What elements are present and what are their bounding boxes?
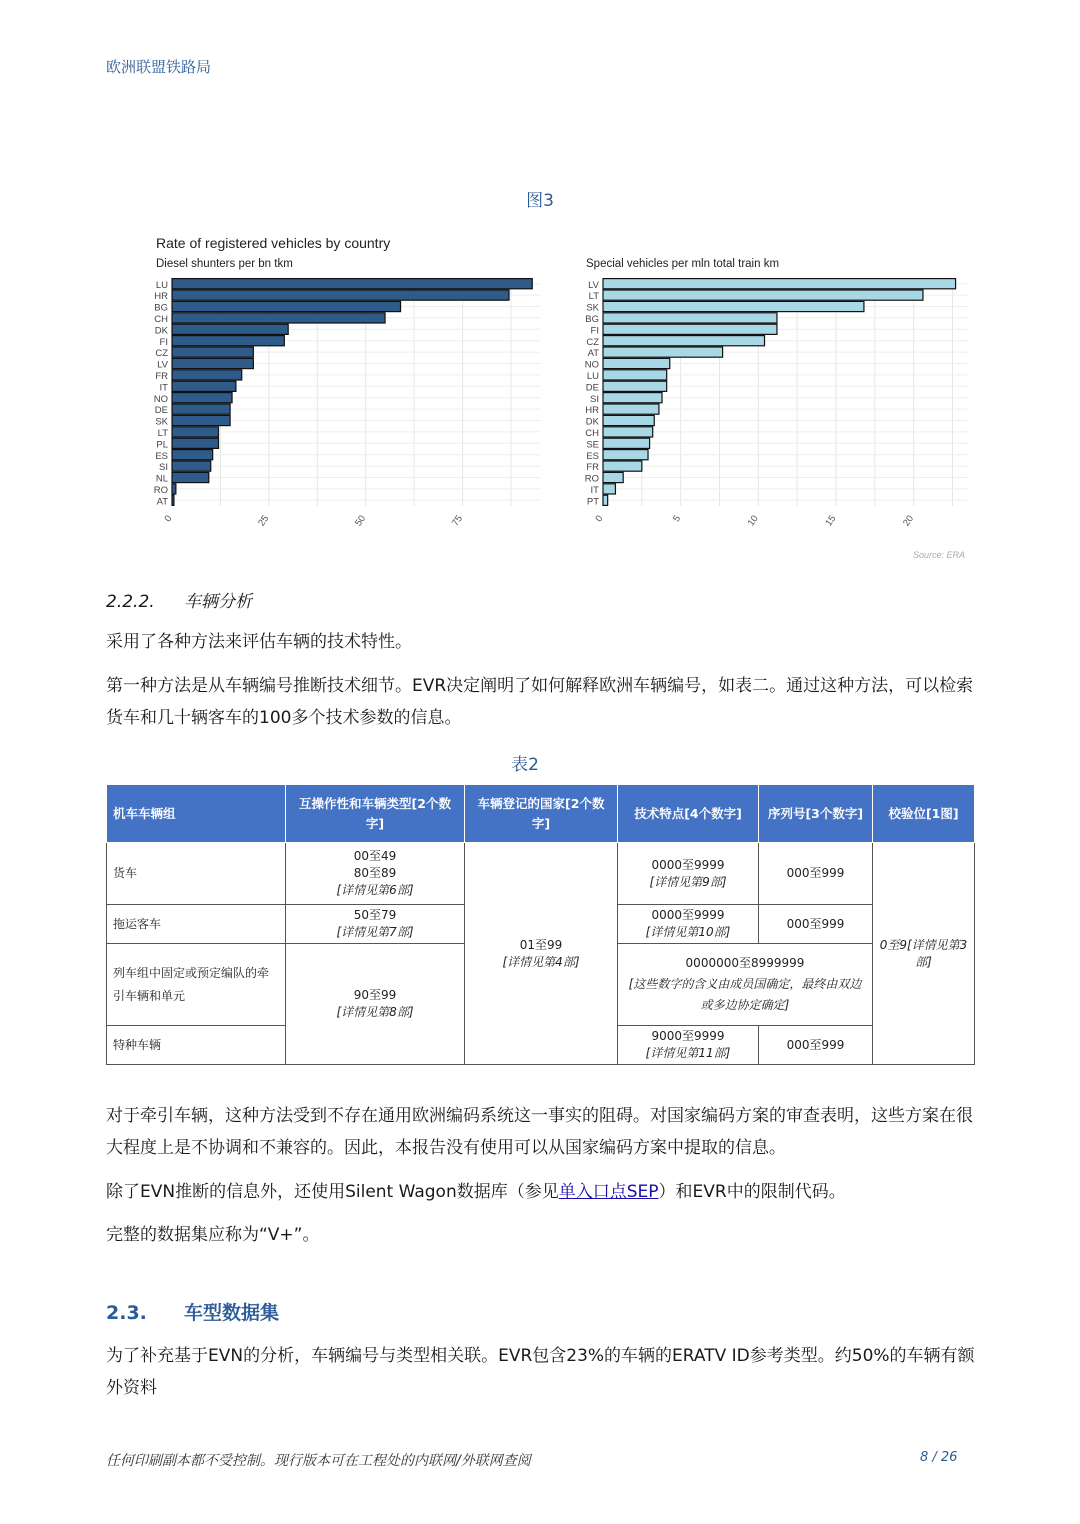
chart2-bar-LT <box>603 290 923 300</box>
section-number: 2.3. <box>106 1302 147 1324</box>
cell-type-b: 80至89 <box>353 866 397 880</box>
chart2-bar-LU <box>603 370 667 380</box>
chart2-bar-ES <box>603 450 648 460</box>
chart1-bar-LU <box>172 279 532 289</box>
cell-type-note: [详情见第6部] <box>336 883 414 897</box>
chart2-category-label: LV <box>588 279 599 291</box>
chart2-category-label: ES <box>586 450 599 462</box>
chart2-panel <box>585 278 968 528</box>
figure-caption: 图3 <box>526 191 554 211</box>
chart-source: Source: ERA <box>912 550 965 560</box>
chart2-tick-label: 20 <box>901 513 917 529</box>
chart2-category-label: CH <box>585 428 599 439</box>
chart1-tick-label: 50 <box>353 513 369 529</box>
chart1-category-label: DE <box>154 405 168 417</box>
section-title: 车辆分析 <box>184 592 252 612</box>
chart1-tick-label: 0 <box>162 513 175 525</box>
chart1-bar-PL <box>172 438 218 448</box>
chart1-tick-label: 25 <box>256 513 272 529</box>
chart1-tick-label: 75 <box>449 513 465 529</box>
section-2-2-2-heading <box>106 587 252 612</box>
cell-serial: 000至999 <box>759 843 873 905</box>
cell-type-note: [详情见第8部] <box>336 1005 414 1019</box>
chart1-category-label: FR <box>155 371 168 382</box>
chart1-category-label: SI <box>159 462 168 474</box>
cell-tech-range: 0000000至8999999 <box>685 956 805 970</box>
chart1-bar-LV <box>172 358 253 368</box>
chart1-category-label: AT <box>156 496 168 508</box>
chart1-bar-HR <box>172 290 509 300</box>
chart2-bar-SI <box>603 393 662 403</box>
cell-type <box>286 843 465 905</box>
cell-tech <box>618 843 759 905</box>
chart2-category-label: SE <box>586 439 599 451</box>
chart2-category-label: LT <box>588 291 599 303</box>
chart2-bar-HR <box>603 404 659 414</box>
vehicle-number-table <box>106 784 975 1065</box>
chart2-category-label: RO <box>584 473 599 485</box>
paragraph-3: 对于牵引车辆，这种方法受到不存在通用欧洲编码系统这一事实的阻碍。对国家编码方案的审查表明，这些方案在很大程度上是不协调和不兼容的。因此，本报告没有使用可以从国家编码方案中提取的信息。 <box>106 1106 973 1158</box>
paragraph-1: 采用了各种方法来评估车辆的技术特性。 <box>106 632 412 652</box>
charts-svg <box>100 228 980 568</box>
chart2-category-label: BG <box>585 314 599 325</box>
chart2-bar-CH <box>603 427 653 437</box>
header-check: 校验位[1图] <box>873 785 975 843</box>
chart2-bar-SK <box>603 301 864 311</box>
section-number: 2.2.2. <box>106 592 155 612</box>
chart2-bar-DK <box>603 415 654 425</box>
cell-type-a: 00至49 <box>353 849 397 863</box>
chart-title: Rate of registered vehicles by country <box>156 235 391 251</box>
cell-tech-note: [详情见第9部] <box>649 874 727 889</box>
paragraph-4-text-pre: 除了EVN推断的信息外，还使用Silent Wagon数据库（参见 <box>106 1182 559 1202</box>
cell-tech-note: [这些数字的含义由成员国确定，最终由双边或多边协定确定] <box>628 977 862 1012</box>
chart2-category-label: SI <box>590 393 599 405</box>
header-group: 机车车辆组 <box>107 785 286 843</box>
header-country: 车辆登记的国家[2个数字] <box>465 785 618 843</box>
chart2-category-label: CZ <box>586 336 599 348</box>
chart2-tick-label: 5 <box>671 513 684 525</box>
cell-group: 拖运客车 <box>107 905 286 944</box>
chart2-tick-label: 15 <box>823 513 839 529</box>
cell-group: 货车 <box>107 843 286 905</box>
chart2-category-label: DK <box>585 416 599 428</box>
cell-country-range: 01至99 <box>519 937 563 952</box>
chart1-category-label: HR <box>154 291 168 303</box>
cell-tech <box>618 1026 759 1065</box>
cell-type-note: [详情见第7部] <box>336 925 414 939</box>
cell-country-note: [详情见第4部] <box>502 954 580 969</box>
chart1-panel <box>154 278 540 528</box>
chart1-category-label: CZ <box>155 348 168 360</box>
chart1-bar-CZ <box>172 347 253 357</box>
chart1-bar-RO <box>172 484 176 494</box>
chart1-bar-DK <box>172 324 288 334</box>
chart1-category-label: DK <box>154 325 168 337</box>
header-type: 互操作性和车辆类型[2个数字] <box>286 785 465 843</box>
chart2-category-label: FI <box>590 325 599 337</box>
chart2-category-label: AT <box>587 348 599 360</box>
paragraph-6: 为了补充基于EVN的分析，车辆编号与类型相关联。EVR包含23%的车辆的ERATV ID参考类型。约50%的车辆有额外资料 <box>106 1346 975 1398</box>
cell-tech <box>618 905 759 944</box>
cell-group: 列车组中固定或预定编队的牵引车辆和单元 <box>107 944 286 1026</box>
chart2-bar-FI <box>603 324 777 334</box>
chart1-category-label: SK <box>155 416 168 428</box>
chart2-bar-FR <box>603 461 642 471</box>
chart1-category-label: NL <box>155 473 168 485</box>
chart2-category-label: HR <box>585 405 599 417</box>
header-serial: 序列号[3个数字] <box>759 785 873 843</box>
chart2-tick-label: 10 <box>745 513 761 529</box>
chart2-category-label: DE <box>585 382 599 394</box>
chart1-bar-LT <box>172 427 218 437</box>
chart2-bar-RO <box>603 472 623 482</box>
chart1-bar-FI <box>172 336 284 346</box>
chart1-category-label: LT <box>157 428 168 439</box>
chart1-bar-BG <box>172 301 401 311</box>
header-tech: 技术特点[4个数字] <box>618 785 759 843</box>
chart2-bar-SE <box>603 438 650 448</box>
table-caption: 表2 <box>511 755 539 775</box>
chart1-category-label: RO <box>153 485 168 496</box>
cell-serial: 000至999 <box>759 905 873 944</box>
chart2-category-label: PT <box>586 496 599 508</box>
section-2-3-heading <box>106 1298 279 1325</box>
chart2-category-label: LU <box>586 371 599 382</box>
cell-type <box>286 905 465 944</box>
chart1-bar-NL <box>172 472 209 482</box>
chart2-bar-PT <box>603 495 608 505</box>
cell-group: 特种车辆 <box>107 1026 286 1065</box>
chart1-bar-SK <box>172 415 230 425</box>
chart1-category-label: FI <box>159 336 168 348</box>
chart2-subtitle: Special vehicles per mln total train km <box>586 258 780 270</box>
chart1-category-label: NO <box>153 393 168 405</box>
chart2-bar-IT <box>603 484 615 494</box>
cell-tech-range: 9000至9999 <box>651 1029 725 1043</box>
cell-country <box>465 843 618 1065</box>
paragraph-2: 第一种方法是从车辆编号推断技术细节。EVR决定阐明了如何解释欧洲车辆编号，如表二。通过这种方法，可以检索货车和几十辆客车的100多个技术参数的信息。 <box>106 676 974 728</box>
paragraph-5: 完整的数据集应称为“V+”。 <box>106 1225 320 1245</box>
cell-type-range: 50至79 <box>353 908 397 922</box>
chart2-bar-LV <box>603 279 956 289</box>
paragraph-4 <box>106 1176 978 1208</box>
chart2-bar-DE <box>603 381 667 391</box>
document-header: 欧洲联盟铁路局 <box>106 58 212 76</box>
chart2-category-label: IT <box>590 485 599 496</box>
chart1-category-label: LV <box>157 359 168 371</box>
chart2-tick-label: 0 <box>593 513 606 525</box>
chart1-bar-AT <box>172 495 174 505</box>
chart2-category-label: NO <box>584 359 599 371</box>
footer-disclaimer: 任何印刷副本都不受控制。现行版本可在工程处的内联网/外联网查阅 <box>106 1453 531 1469</box>
page-number: 8 / 26 <box>920 1450 958 1465</box>
chart1-bar-IT <box>172 381 236 391</box>
chart1-bar-CH <box>172 313 385 323</box>
chart1-category-label: LU <box>155 279 168 291</box>
chart1-bar-DE <box>172 404 230 414</box>
chart1-category-label: IT <box>159 382 168 394</box>
cell-tech-range: 0000至9999 <box>651 908 725 922</box>
chart2-bar-AT <box>603 347 723 357</box>
chart1-category-label: CH <box>154 314 168 325</box>
cell-tech-range: 0000至9999 <box>651 857 725 872</box>
cell-check: 0至9[详情见第3部] <box>873 843 975 1065</box>
table-header-row <box>107 785 975 843</box>
sep-link[interactable]: 单入口点SEP <box>558 1182 659 1202</box>
chart2-bar-CZ <box>603 336 765 346</box>
cell-serial: 000至999 <box>759 1026 873 1065</box>
cell-type <box>286 944 465 1065</box>
section-title: 车型数据集 <box>184 1302 280 1324</box>
chart1-category-label: BG <box>154 302 168 314</box>
bar-chart-figure <box>100 228 980 568</box>
chart1-bar-NO <box>172 393 232 403</box>
cell-type-range: 90至99 <box>353 988 397 1002</box>
chart2-bar-BG <box>603 313 777 323</box>
table-row <box>107 843 975 905</box>
chart1-subtitle: Diesel shunters per bn tkm <box>156 258 293 270</box>
chart1-category-label: ES <box>155 450 168 462</box>
chart1-category-label: PL <box>156 439 168 451</box>
cell-tech-note: [详情见第11部] <box>645 1046 731 1060</box>
cell-tech <box>618 944 873 1026</box>
chart2-bar-NO <box>603 358 670 368</box>
chart1-bar-SI <box>172 461 211 471</box>
chart1-bar-FR <box>172 370 242 380</box>
chart1-bar-ES <box>172 450 213 460</box>
cell-tech-note: [详情见第10部] <box>645 925 731 939</box>
paragraph-4-text-post: ）和EVR中的限制代码。 <box>658 1182 846 1202</box>
chart2-category-label: FR <box>586 462 599 474</box>
chart2-category-label: SK <box>586 302 599 314</box>
